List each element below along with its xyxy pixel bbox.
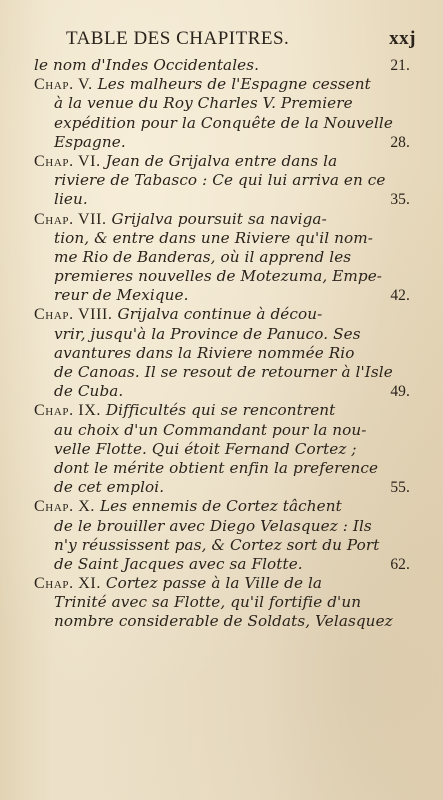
entry-text: dont le mérite obtient enfin la preference [54, 458, 379, 477]
chapter-number: Chap. V. [34, 76, 93, 94]
entry-line [34, 114, 414, 133]
entry-line [34, 612, 414, 631]
chapter-entry [34, 210, 414, 306]
entry-line [34, 229, 414, 248]
entry-line [34, 382, 414, 401]
chapter-number: Chap. VI. [34, 152, 101, 170]
entry-line [34, 56, 414, 75]
entry-text: au choix d'un Commandant pour la nou- [54, 420, 367, 439]
chapter-number: Chap. X. [34, 498, 96, 516]
entry-page-number: 55. [390, 479, 410, 497]
entry-page-number: 35. [390, 191, 410, 209]
entry-text: de Cuba. [54, 382, 124, 401]
entry-line [34, 344, 414, 363]
entry-line [34, 497, 414, 516]
entry-line [34, 459, 414, 478]
entry-text: Jean de Grijalva entre dans la [100, 151, 338, 170]
entry-line [34, 305, 414, 324]
entry-text: à la venue du Roy Charles V. Premiere [54, 94, 353, 113]
entry-line [34, 593, 414, 612]
entry-text: de cet emploi. [54, 478, 165, 497]
entry-line [34, 75, 414, 94]
entry-line [34, 133, 414, 152]
entry-text: Difficultés qui se rencontrent [100, 401, 336, 420]
entry-text: me Rio de Banderas, où il apprend les [54, 247, 352, 266]
entry-text: vrir, jusqu'à la Province de Panuco. Ses [54, 324, 361, 343]
entry-line [34, 267, 414, 286]
chapter-number: Chap. VIII. [34, 306, 113, 324]
entry-page-number: 42. [390, 287, 410, 305]
entry-text: lieu. [54, 190, 88, 209]
entry-text: Trinité avec sa Flotte, qu'il fortifie d'un [54, 593, 362, 612]
chapter-number: Chap. VII. [34, 210, 107, 228]
entry-line [34, 401, 414, 420]
entry-line [34, 574, 414, 593]
running-header [66, 28, 416, 54]
entry-text: reur de Mexique. [54, 286, 189, 305]
entry-line [34, 536, 414, 555]
entry-page-number: 28. [390, 133, 410, 151]
entry-line [34, 286, 414, 305]
entry-text: Espagne. [54, 132, 126, 151]
chapter-list [34, 56, 414, 632]
entry-text: Grijalva poursuit sa naviga- [106, 209, 327, 228]
entry-line [34, 555, 414, 574]
entry-line [34, 94, 414, 113]
chapter-number: Chap. XI. [34, 575, 101, 593]
entry-page-number: 49. [390, 383, 410, 401]
chapter-entry [34, 401, 414, 497]
entry-text: Les malheurs de l'Espagne cessent [92, 75, 371, 94]
entry-text: riviere de Tabasco : Ce qui lui arriva en ce [54, 171, 386, 190]
entry-line [34, 363, 414, 382]
entry-text: de Saint Jacques avec sa Flotte. [54, 554, 303, 573]
entry-text: Grijalva continue à décou- [112, 305, 323, 324]
entry-line [34, 421, 414, 440]
entry-text: n'y réussissent pas, & Cortez sort du Port [54, 535, 380, 554]
entry-text: tion, & entre dans une Riviere qu'il nom- [54, 228, 373, 247]
entry-text: le nom d'Indes Occidentales. [34, 56, 260, 74]
entry-text: nombre considerable de Soldats, Velasquez [54, 612, 393, 631]
entry-line [34, 440, 414, 459]
entry-page-number: 21. [390, 57, 410, 74]
page-title: TABLE DES CHAPITRES. [66, 28, 290, 49]
entry-line [34, 248, 414, 267]
entry-line [34, 190, 414, 209]
entry-line [34, 478, 414, 497]
entry-line [34, 517, 414, 536]
entry-text: expédition pour la Conquête de la Nouvelle [54, 113, 393, 132]
chapter-entry [34, 56, 414, 75]
entry-line [34, 325, 414, 344]
chapter-entry [34, 305, 414, 401]
entry-text: de le brouiller avec Diego Velasquez : Ils [54, 516, 372, 535]
entry-page-number: 62. [390, 555, 410, 573]
entry-line [34, 210, 414, 229]
entry-text: de Canoas. Il se resout de retourner à l'Isle [54, 363, 393, 381]
entry-text: Cortez passe à la Ville de la [100, 574, 323, 593]
entry-line [34, 171, 414, 190]
chapter-entry [34, 152, 414, 210]
chapter-entry [34, 497, 414, 574]
entry-text: avantures dans la Riviere nommée Rio [54, 343, 355, 362]
chapter-entry [34, 574, 414, 632]
chapter-number: Chap. IX. [34, 402, 101, 420]
page-number: xxj [389, 28, 416, 49]
entry-text: premieres nouvelles de Motezuma, Empe- [54, 267, 383, 286]
chapter-entry [34, 75, 414, 152]
entry-text: velle Flotte. Qui étoit Fernand Cortez ; [54, 439, 357, 458]
entry-text: Les ennemis de Cortez tâchent [95, 497, 342, 516]
entry-line [34, 152, 414, 171]
